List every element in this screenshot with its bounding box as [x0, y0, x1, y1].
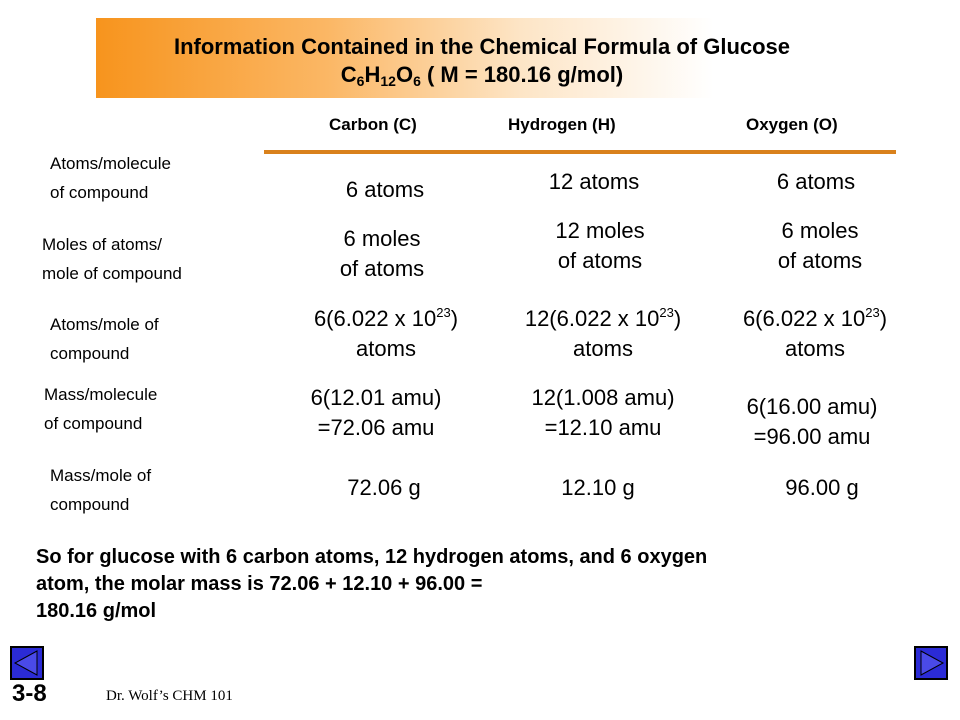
- cell-oxygen-mass-per-mole: 96.00 g: [785, 475, 859, 500]
- cell-hydrogen-mass-per-mole: 12.10 g: [561, 475, 635, 500]
- formula-molar-mass: ( M = 180.16 g/mol): [420, 62, 624, 87]
- row-label-mass-per-mole: Mass/mole of compound: [50, 466, 152, 514]
- formula-c: C: [340, 62, 357, 87]
- cell-hydrogen-mass-per-molecule: 12(1.008 amu) =12.10 amu: [531, 385, 675, 440]
- next-slide-button[interactable]: [914, 646, 948, 680]
- slide-number: 3-8: [12, 680, 47, 707]
- cell-carbon-mass-per-molecule: 6(12.01 amu) =72.06 amu: [310, 385, 442, 440]
- course-footer: Dr. Wolf’s CHM 101: [106, 688, 233, 704]
- formula-h-sub: 12: [380, 73, 396, 89]
- column-header-hydrogen: Hydrogen (H): [508, 115, 616, 134]
- formula-o: O: [395, 62, 414, 87]
- row-label-atoms-per-molecule: Atoms/molecule of compound: [50, 154, 171, 202]
- header-divider: [264, 150, 896, 154]
- cell-carbon-mass-per-mole: 72.06 g: [347, 475, 421, 500]
- slide-title: Information Contained in the Chemical Formula of Glucose: [173, 34, 791, 59]
- glucose-formula: [96, 62, 868, 88]
- cell-oxygen-atoms-per-mole: 6(6.022 x $10^{23}$) atoms: [742, 305, 888, 361]
- cell-hydrogen-atoms-per-mole: 12(6.022 x $10^{23}$) atoms: [524, 305, 682, 361]
- formula-h: H: [364, 62, 381, 87]
- formula-o-sub: 6: [413, 73, 421, 89]
- cell-carbon-atoms: 6 atoms: [345, 177, 425, 202]
- row-label-moles-per-mole: Moles of atoms/ mole of compound: [42, 235, 182, 283]
- cell-oxygen-mass-per-molecule: 6(16.00 amu) =96.00 amu: [746, 394, 878, 449]
- previous-slide-button[interactable]: [10, 646, 44, 680]
- row-label-atoms-per-mole: Atoms/mole of compound: [50, 315, 159, 363]
- cell-hydrogen-atoms: 12 atoms: [548, 169, 640, 194]
- next-slide-icon: [916, 648, 946, 678]
- cell-oxygen-moles: 6 moles of atoms: [777, 218, 863, 273]
- cell-oxygen-atoms: 6 atoms: [776, 169, 856, 194]
- column-header-oxygen: Oxygen (O): [746, 115, 838, 134]
- previous-slide-icon: [12, 648, 42, 678]
- summary-text: So for glucose with 6 carbon atoms, 12 hydrogen atoms, and 6 oxygen atom, the molar mass is 72.06 + 12.10 + 96.00 = 180.16 g/mol: [36, 546, 708, 622]
- cell-hydrogen-moles: 12 moles of atoms: [555, 218, 645, 273]
- formula-c-sub: 6: [356, 73, 365, 89]
- cell-carbon-moles: 6 moles of atoms: [339, 226, 425, 281]
- row-label-mass-per-molecule: Mass/molecule of compound: [44, 385, 158, 433]
- column-header-carbon: Carbon (C): [329, 115, 417, 134]
- cell-carbon-atoms-per-mole: 6(6.022 x $10^{23}$) atoms: [313, 305, 459, 361]
